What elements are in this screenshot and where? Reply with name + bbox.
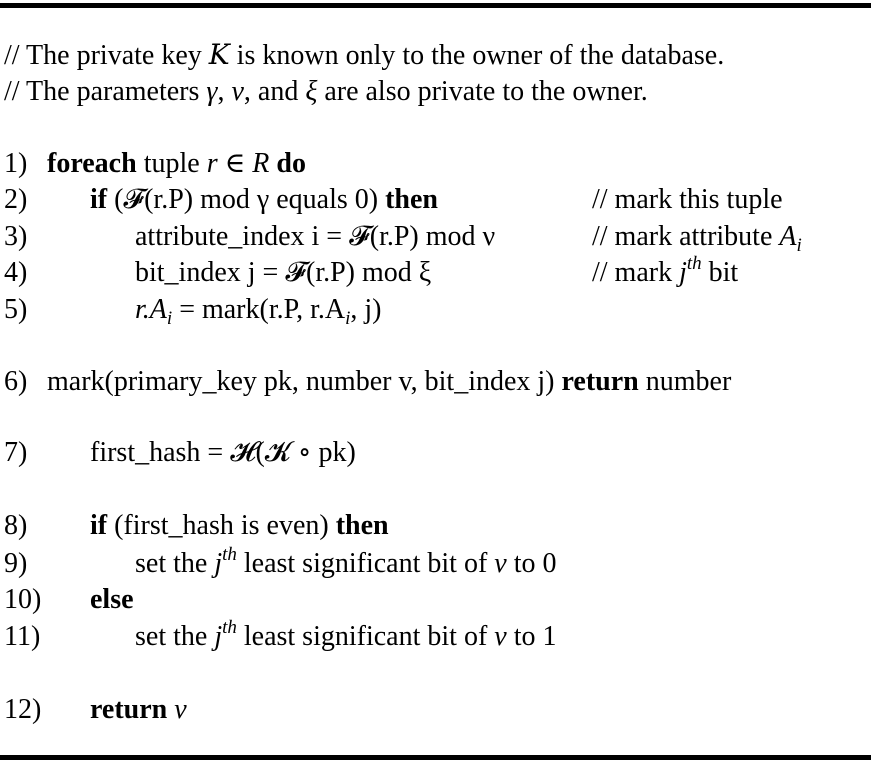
line-number-12: 12) [4, 694, 42, 725]
line-number-9: 9) [4, 548, 28, 579]
line-number-1: 1) [4, 148, 28, 179]
code-line-9: set the $j^{th}$ least significant bit of v to 0 [135, 544, 557, 579]
line-number-3: 3) [4, 221, 28, 252]
comment-line-3: // mark attribute $A_i$ [592, 221, 802, 256]
line-number-2: 2) [4, 184, 28, 215]
comment-line-4: // mark $j^{th}$ bit [592, 253, 739, 288]
line-number-6: 6) [4, 366, 28, 397]
xi-symbol: ξ [305, 76, 318, 107]
code-line-8: if (first_hash is even) then [90, 510, 389, 541]
code-line-12: return v [90, 694, 187, 725]
top-rule [0, 3, 871, 8]
line-number-4: 4) [4, 257, 28, 288]
line-number-8: 8) [4, 510, 28, 541]
bottom-rule [0, 755, 871, 760]
line-number-11: 11) [4, 621, 41, 652]
code-line-10: else [90, 584, 134, 615]
code-line-1: foreach tuple r ∈ R do [47, 148, 306, 179]
line-number-7: 7) [4, 437, 28, 468]
code-line-5: $r.A_i$ = mark(r.P, $r.A_i$, j) [135, 294, 382, 329]
gamma-symbol: γ [206, 76, 218, 107]
line-number-5: 5) [4, 294, 28, 325]
private-key-symbol: K [208, 38, 230, 71]
code-line-4: bit_index j = 𝓕(r.P) mod ξ [135, 257, 432, 288]
comment-line-2b: // mark this tuple [592, 184, 783, 215]
code-line-11: set the $j^{th}$ least significant bit of v to 1 [135, 617, 557, 652]
code-line-2: if (𝓕(r.P) mod γ equals 0) then [90, 184, 439, 215]
code-line-3: attribute_index i = 𝓕(r.P) mod ν [135, 221, 496, 252]
comment-line-1: // The private key K is known only to the owner of the database. [4, 38, 725, 71]
code-line-6: mark(primary_key pk, number v, bit_index j) return number [47, 366, 732, 397]
code-line-7: first_hash = 𝓗(𝓚 ∘ pk) [90, 437, 356, 468]
comment-line-2: // The parameters γ, ν, and ξ are also private to the owner. [4, 76, 648, 107]
line-number-10: 10) [4, 584, 42, 615]
nu-symbol: ν [231, 76, 244, 107]
